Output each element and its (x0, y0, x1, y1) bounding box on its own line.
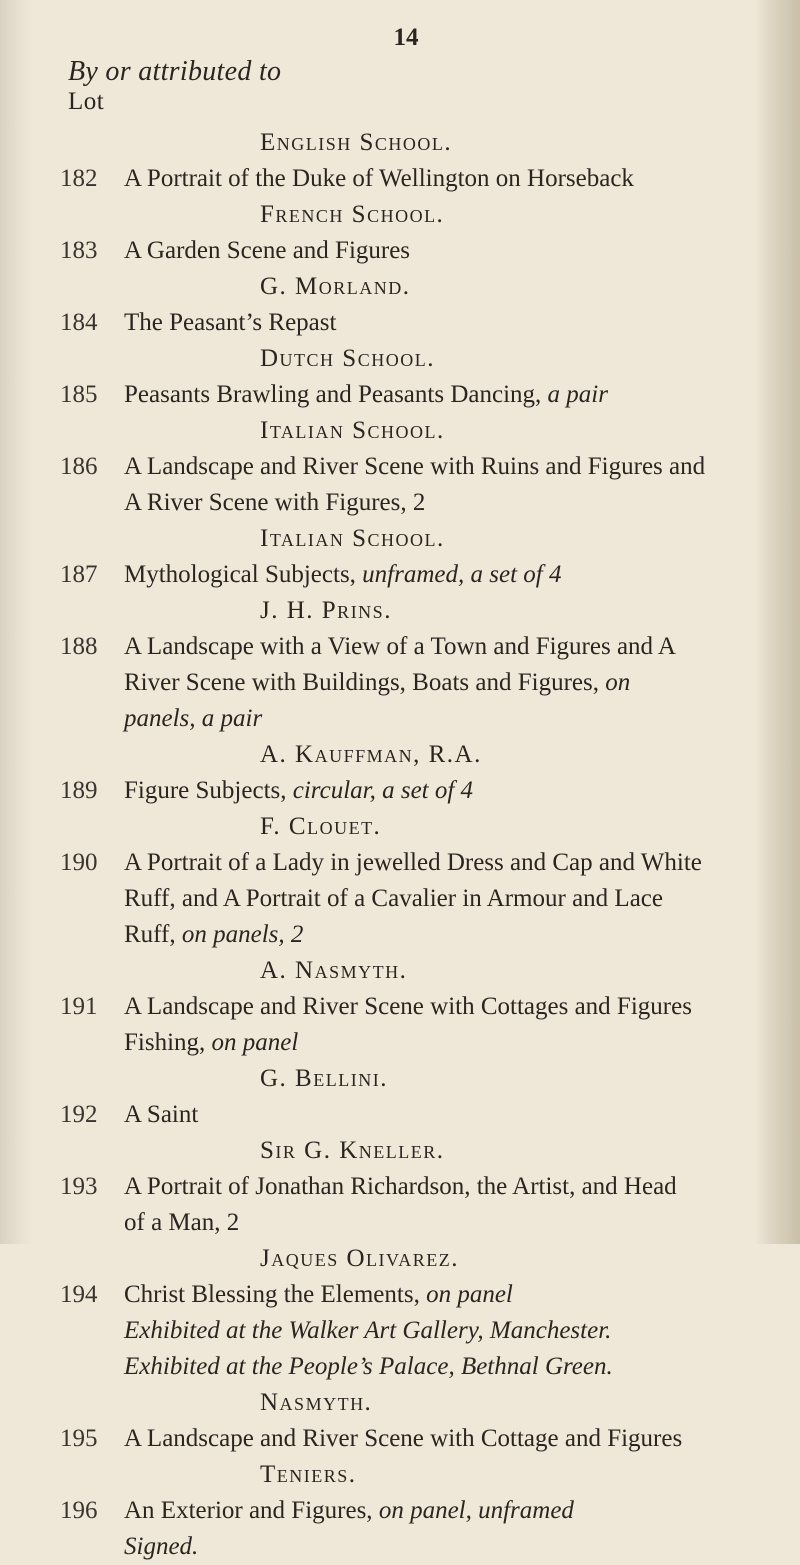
lot-number: 195 (60, 1425, 98, 1452)
lot-description: on panel, unframed (378, 1497, 574, 1524)
lot-number: 193 (60, 1173, 98, 1200)
page-edge-right (754, 0, 800, 1244)
lot-column-label: Lot (68, 88, 105, 115)
lot-description: a pair (547, 381, 608, 408)
school-attribution: G. Bellini. (260, 1065, 388, 1092)
lot-number: 192 (60, 1101, 98, 1128)
lot-number: 194 (60, 1281, 98, 1308)
school-attribution: Dutch School. (260, 345, 435, 372)
school-attribution: Italian School. (260, 525, 445, 552)
catalogue-entry (60, 197, 750, 269)
lot-title: A Portrait of Jonathan Richardson, the Artist, and Head (124, 1173, 677, 1200)
lot-title: A Landscape and River Scene with Cottages and Figures (124, 993, 692, 1020)
lot-title: Peasants Brawling and Peasants Dancing, (124, 381, 542, 408)
school-attribution: Jaques Olivarez. (260, 1245, 459, 1272)
lot-number: 189 (60, 777, 98, 804)
catalogue-entry (60, 521, 750, 593)
school-attribution: G. Morland. (260, 273, 411, 300)
page-edge-left (0, 0, 34, 1244)
catalogue-entry (60, 593, 750, 737)
lot-description: on panel (211, 1029, 299, 1056)
lot-number: 188 (60, 633, 98, 660)
school-attribution: A. Nasmyth. (260, 957, 408, 984)
lot-number: 183 (60, 237, 98, 264)
school-attribution: F. Clouet. (260, 813, 382, 840)
lot-title: A Landscape with a View of a Town and Figures and A (124, 633, 676, 660)
lot-title: Figure Subjects, (124, 777, 287, 804)
catalogue-entry (60, 1385, 750, 1457)
lot-number: 186 (60, 453, 98, 480)
lot-number: 191 (60, 993, 98, 1020)
school-attribution: Teniers. (260, 1461, 357, 1488)
lot-number: 196 (60, 1497, 98, 1524)
lot-title: An Exterior and Figures, (124, 1497, 373, 1524)
lot-description: on panel (426, 1281, 513, 1308)
lot-title: Mythological Subjects, (124, 561, 356, 588)
lot-number: 184 (60, 309, 98, 336)
lot-title-continued: Ruff, and A Portrait of a Cavalier in Armour and Lace (124, 885, 663, 912)
school-attribution: Sir G. Kneller. (260, 1137, 445, 1164)
signature-note: Signed. (124, 1533, 199, 1560)
catalogue-entry (60, 1061, 750, 1133)
lot-description: unframed, a set of 4 (362, 561, 562, 588)
catalogue-entry (60, 413, 750, 521)
page-number: 14 (393, 24, 419, 51)
catalogue-entry (60, 341, 750, 413)
catalogue-entry (60, 1457, 750, 1565)
lot-number: 187 (60, 561, 98, 588)
catalogue-entry (60, 1241, 750, 1385)
exhibition-note: Exhibited at the People’s Palace, Bethnal Green. (124, 1353, 613, 1380)
lot-title: Christ Blessing the Elements, (124, 1281, 420, 1308)
exhibition-note: Exhibited at the Walker Art Gallery, Manchester. (124, 1317, 612, 1344)
school-attribution: English School. (260, 129, 453, 156)
school-attribution: Nasmyth. (260, 1389, 373, 1416)
lot-description: on (605, 669, 631, 696)
lot-title-continued: of a Man, 2 (124, 1209, 240, 1236)
lot-title: A Landscape and River Scene with Ruins and Figures and (124, 453, 706, 480)
lot-title: A Portrait of the Duke of Wellington on Horseback (124, 165, 634, 192)
school-attribution: J. H. Prins. (260, 597, 392, 624)
catalogue-entry (60, 737, 750, 809)
lot-description: on panels, 2 (181, 921, 304, 948)
school-attribution: A. Kauffman, R.A. (260, 741, 482, 768)
lot-title-continued: Ruff, (124, 921, 176, 948)
lot-title: A Landscape and River Scene with Cottage and Figures (124, 1425, 683, 1452)
lot-number: 185 (60, 381, 98, 408)
lot-description-continued: panels, a pair (124, 705, 263, 732)
lot-title-continued: A River Scene with Figures, 2 (124, 489, 426, 516)
school-attribution: French School. (260, 201, 445, 228)
page-header: By or attributed to (68, 56, 282, 87)
lot-title: The Peasant’s Repast (124, 309, 337, 336)
lot-title: A Garden Scene and Figures (124, 237, 411, 264)
lot-title: A Saint (124, 1101, 199, 1128)
lot-title: A Portrait of a Lady in jewelled Dress and Cap and White (124, 849, 702, 876)
lot-number: 182 (60, 165, 98, 192)
catalogue-entry (60, 125, 750, 197)
catalogue-entry (60, 269, 750, 341)
catalogue-entry (60, 1133, 750, 1241)
lot-title-continued: River Scene with Buildings, Boats and Figures, (124, 669, 599, 696)
lot-number: 190 (60, 849, 98, 876)
catalogue-entry (60, 809, 750, 953)
school-attribution: Italian School. (260, 417, 445, 444)
catalogue-list (60, 125, 750, 1565)
lot-description: circular, a set of 4 (292, 777, 474, 804)
lot-title-continued: Fishing, (124, 1029, 206, 1056)
catalogue-entry (60, 953, 750, 1061)
